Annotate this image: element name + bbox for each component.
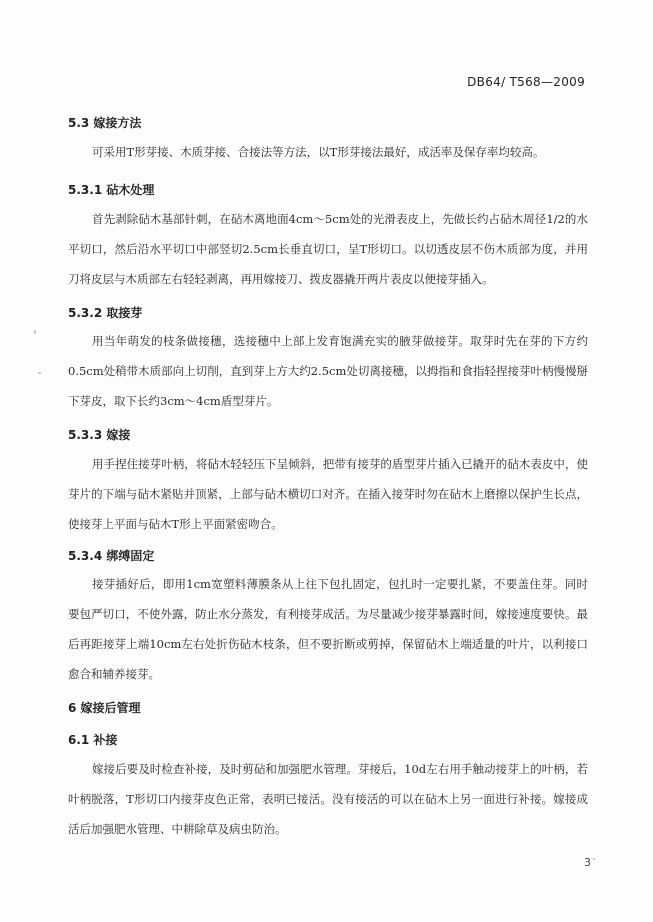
section-paragraph-5-3: 可采用T形芽接、木质芽接、合接法等方法，以T形芽接法最好，成活率及保存率均较高。	[92, 145, 545, 159]
section-paragraph-5-3-4: 接芽插好后，即用1cm宽塑料薄膜条从上往下包扎固定，包扎时一定要扎紧，不要盖住芽。同时要包严切口，不使外露，防止水分蒸发，有利接芽成活。为尽量减少接芽暴露时间，嫁接速度要快。最后再距接芽上端10cm左右处折伤砧木枝条，但不要折断或剪掉，保留砧木上端适量的叶片，以利接口愈合和辅养接芽。	[68, 577, 588, 681]
section-heading-6: 6 嫁接后管理	[68, 701, 141, 715]
section-heading-5-3-3: 5.3.3 嫁接	[68, 428, 131, 442]
scan-speck	[34, 330, 36, 334]
section-heading-5-3: 5.3 嫁接方法	[68, 116, 142, 130]
section-heading-5-3-1: 5.3.1 砧木处理	[68, 183, 155, 197]
section-heading-5-3-2: 5.3.2 取接芽	[68, 306, 143, 320]
section-paragraph-5-3-3: 用手捏住接芽叶柄，将砧木轻轻压下呈倾斜，把带有接芽的盾型芽片插入已撬开的砧木表皮中，使芽片的下端与砧木紧贴并顶紧，上部与砧木横切口对齐。在插入接芽时勿在砧木上磨擦以保护生长点，使接芽上平面与砧木T形上平面紧密吻合。	[68, 457, 588, 531]
scan-speck	[38, 372, 41, 374]
scan-speck	[593, 858, 595, 860]
section-paragraph-6-1: 嫁接后要及时检查补接，及时剪砧和加强肥水管理。芽接后，10d左右用手触动接芽上的叶柄，若叶柄脱落，T形切口内接芽皮色正常，表明已接活。没有接活的可以在砧木上另一面进行补接。嫁接成活后加强肥水管理、中耕除草及病虫防治。	[68, 762, 588, 836]
section-heading-6-1: 6.1 补接	[68, 733, 118, 747]
section-paragraph-5-3-2: 用当年萌发的枝条做接穗，选接穗中上部上发育饱满充实的腋芽做接芽。取芽时先在芽的下方约0.5cm处稍带木质部向上切削，直到芽上方大约2.5cm处切离接穗，以拇指和食指轻捏接芽叶柄慢慢掰下芽皮，取下长约3cm～4cm盾型芽片。	[68, 334, 588, 408]
section-heading-5-3-4: 5.3.4 绑缚固定	[68, 549, 155, 563]
page-number: 3	[584, 856, 591, 869]
document-code: DB64/ T568—2009	[467, 75, 585, 89]
section-paragraph-5-3-1: 首先剥除砧木基部针刺，在砧木离地面4cm～5cm处的光滑表皮上，先做长约占砧木周径1/2的水平切口，然后沿水平切口中部竖切2.5cm长垂直切口，呈T形切口。以切透皮层不伤木质部为度，并用刀将皮层与木质部左右轻轻剥离，再用嫁接刀、拨皮器撬开两片表皮以便接芽插入。	[68, 212, 588, 286]
